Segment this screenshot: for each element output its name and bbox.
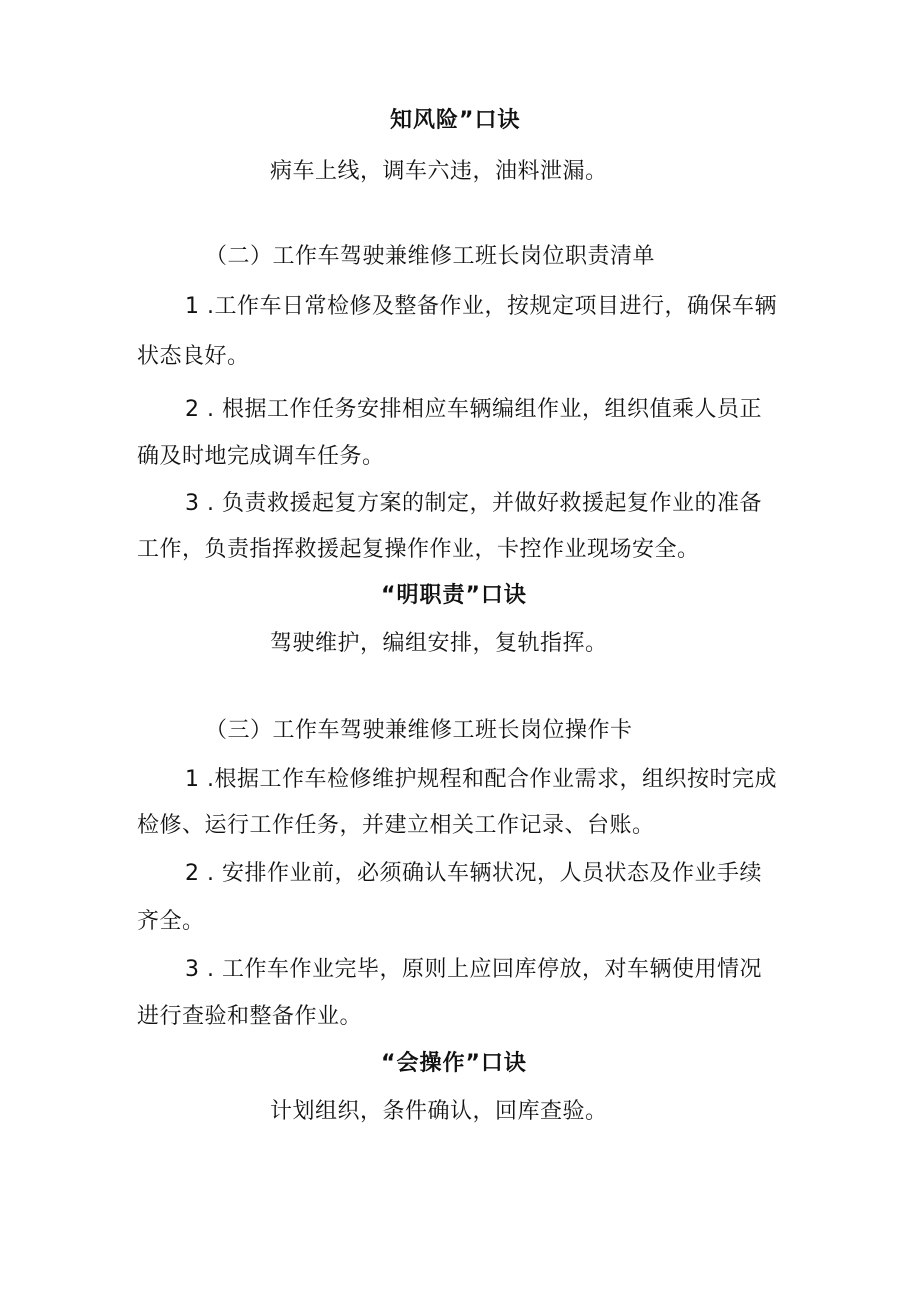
mnemonic-text-risk: 病车上线，调车六违，油料泄漏。: [270, 159, 608, 184]
duty-item-3-line2: 工作，负责指挥救援起复操作作业，卡控作业现场安全。: [137, 537, 700, 562]
duty-item-3-line1: 3 . 负责救援起复方案的制定，并做好救援起复作业的准备: [185, 491, 762, 516]
section-heading-operations: （三）工作车驾驶兼维修工班长岗位操作卡: [205, 718, 633, 743]
operation-item-3-line2: 进行查验和整备作业。: [137, 1004, 363, 1029]
mnemonic-text-operations: 计划组织，条件确认，回库查验。: [270, 1099, 608, 1124]
operation-item-1-line1: 1 .根据工作车检修维护规程和配合作业需求，组织按时完成: [185, 767, 777, 792]
mnemonic-text-duties: 驾驶维护，编组安排，复轨指挥。: [270, 631, 608, 656]
operation-item-3-line1: 3 . 工作车作业完毕，原则上应回库停放，对车辆使用情况: [185, 957, 762, 982]
duty-item-2-line2: 确及时地完成调车任务。: [137, 444, 385, 469]
mnemonic-title-operations: “会操作”口诀: [381, 1051, 527, 1076]
operation-item-1-line2: 检修、运行工作任务，并建立相关工作记录、台账。: [137, 813, 655, 838]
mnemonic-title-risk: 知风险”口诀: [390, 108, 521, 133]
duty-item-1-line2: 状态良好。: [137, 344, 250, 369]
section-heading-duties: （二）工作车驾驶兼维修工班长岗位职责清单: [205, 244, 656, 269]
mnemonic-title-duties: “明职责”口诀: [381, 583, 527, 608]
duty-item-1-line1: 1 .工作车日常检修及整备作业，按规定项目进行，确保车辆: [185, 294, 777, 319]
operation-item-2-line2: 齐全。: [137, 909, 205, 934]
duty-item-2-line1: 2 . 根据工作任务安排相应车辆编组作业，组织值乘人员正: [185, 397, 762, 422]
operation-item-2-line1: 2 . 安排作业前，必须确认车辆状况，人员状态及作业手续: [185, 861, 762, 886]
